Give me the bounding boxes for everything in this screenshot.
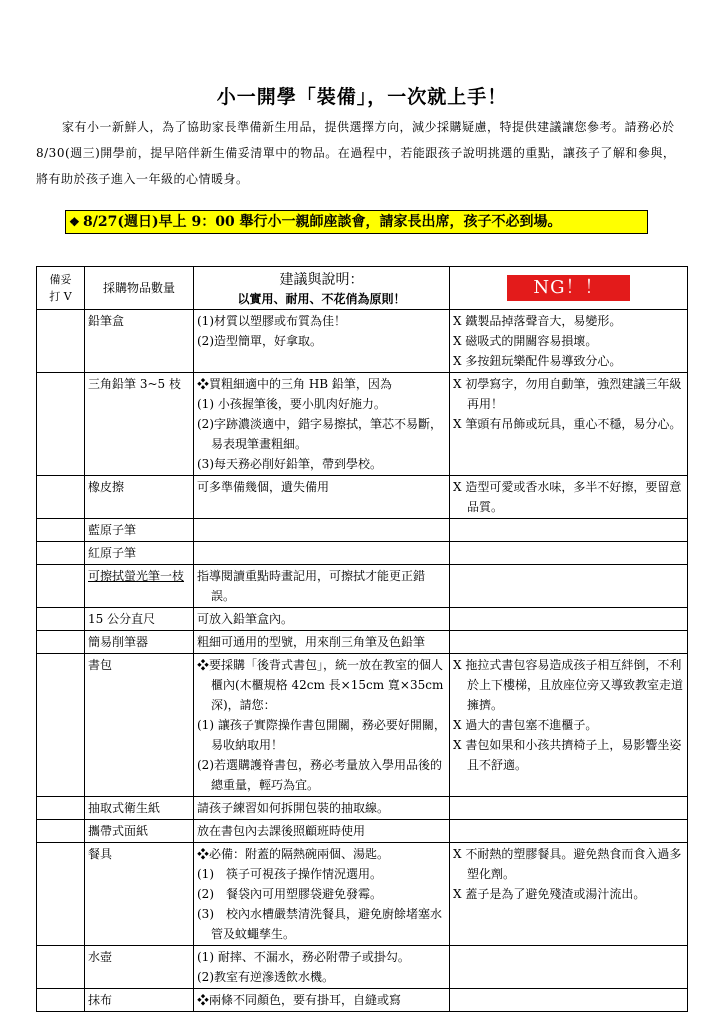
check-cell[interactable]	[37, 565, 85, 608]
item-cell	[85, 310, 194, 373]
header-advice-title: 建議與說明：	[279, 272, 364, 288]
advice-cell	[194, 565, 450, 608]
ng-line: X 拖拉式書包容易造成孩子相互絆倒，不利於上下樓梯，且放座位旁又導致教室走道擁擠。	[453, 658, 684, 712]
item-cell	[85, 542, 194, 565]
advice-line: 請孩子練習如何拆開包裝的抽取線。	[197, 801, 390, 815]
item-name: 鉛筆盒	[88, 314, 125, 328]
advice-cell	[194, 989, 450, 1012]
ng-cell	[450, 989, 688, 1012]
meeting-notice-text: 8/27(週日)早上 9：00 舉行小一親師座談會，請家長出席，孩子不必到場。	[83, 214, 562, 230]
item-name: 簡易削筆器	[88, 635, 149, 649]
item-name: 攜帶式面紙	[88, 824, 149, 838]
meeting-notice	[65, 210, 648, 234]
header-ng-column	[450, 267, 688, 310]
ng-label: NG！！	[507, 275, 629, 301]
table-row	[37, 310, 688, 373]
ng-cell	[450, 565, 688, 608]
item-cell	[85, 519, 194, 542]
item-name: 可擦拭螢光筆一枝	[88, 569, 185, 583]
table-row	[37, 631, 688, 654]
item-cell	[85, 565, 194, 608]
advice-line: 可放入鉛筆盒內。	[197, 612, 294, 626]
check-cell[interactable]	[37, 843, 85, 946]
ng-cell	[450, 608, 688, 631]
table-row	[37, 989, 688, 1012]
intro-paragraph: 家有小一新鮮人，為了協助家長準備新生用品，提供選擇方向，減少採購疑慮，特提供建議讓您參考。請務必於 8/30(週三)開學前，提早陪伴新生備妥清單中的物品。在過程中，若能跟孩子說明挑選的重點，讓孩子了解和參與，將有助於孩子進入一年級的心情暖身。	[36, 120, 676, 186]
advice-line: (2)教室有逆滲透飲水機。	[197, 970, 334, 984]
item-name: 水壺	[88, 950, 113, 964]
item-cell	[85, 654, 194, 797]
item-cell	[85, 797, 194, 820]
ng-cell	[450, 654, 688, 797]
item-cell	[85, 843, 194, 946]
advice-line: 可多準備幾個，遺失備用	[197, 480, 330, 494]
advice-cell	[194, 519, 450, 542]
advice-line: (2) 餐袋內可用塑膠袋避免發霉。	[197, 887, 382, 901]
ng-line: X 造型可愛或香水味，多半不好擦，要留意品質。	[453, 480, 682, 514]
item-name: 橡皮擦	[88, 480, 125, 494]
check-cell[interactable]	[37, 989, 85, 1012]
item-name: 三角鉛筆 3~5 枝	[88, 377, 181, 391]
item-cell	[85, 989, 194, 1012]
advice-line: ❖買粗細適中的三角 HB 鉛筆，因為	[197, 377, 392, 391]
ng-line: X 過大的書包塞不進櫃子。	[453, 718, 598, 732]
item-cell	[85, 373, 194, 476]
ng-cell	[450, 476, 688, 519]
advice-cell	[194, 608, 450, 631]
advice-line: ❖必備：附蓋的隔熱碗兩個、湯匙。	[197, 847, 390, 861]
table-row	[37, 542, 688, 565]
ng-cell	[450, 797, 688, 820]
advice-line: (3)每天務必削好鉛筆，帶到學校。	[197, 457, 382, 471]
check-cell[interactable]	[37, 654, 85, 797]
table-row	[37, 373, 688, 476]
table-row	[37, 820, 688, 843]
item-name: 15 公分直尺	[88, 612, 156, 626]
item-name: 書包	[88, 658, 113, 672]
item-name: 藍原子筆	[88, 523, 137, 537]
item-cell	[85, 631, 194, 654]
advice-line: 放在書包內去課後照顧班時使用	[197, 824, 366, 838]
ng-cell	[450, 843, 688, 946]
advice-line: (3) 校內水槽嚴禁清洗餐具，避免廚餘堵塞水管及蚊蠅孳生。	[197, 907, 442, 941]
advice-cell	[194, 631, 450, 654]
item-name: 餐具	[88, 847, 113, 861]
check-cell[interactable]	[37, 373, 85, 476]
ng-cell	[450, 373, 688, 476]
ng-line: X 鐵製品掉落聲音大，易變形。	[453, 314, 622, 328]
advice-cell	[194, 542, 450, 565]
advice-cell	[194, 820, 450, 843]
check-cell[interactable]	[37, 946, 85, 989]
ng-cell	[450, 519, 688, 542]
header-advice-subtitle: 以實用、耐用、不花俏為原則！	[237, 292, 406, 306]
advice-line: (2)造型簡單，好拿取。	[197, 334, 322, 348]
item-cell	[85, 820, 194, 843]
advice-line: (1) 耐摔、不漏水，務必附帶子或掛勾。	[197, 950, 410, 964]
check-cell[interactable]	[37, 310, 85, 373]
table-row	[37, 476, 688, 519]
ng-line: X 不耐熱的塑膠餐具。避免熱食而食入過多塑化劑。	[453, 847, 682, 881]
advice-line: (2)字跡濃淡適中，錯字易擦拭，筆芯不易斷，易表現筆畫粗細。	[197, 417, 442, 451]
advice-line: (2)若選購護脊書包，務必考量放入學用品後的總重量，輕巧為宜。	[197, 758, 442, 792]
header-advice-column	[194, 267, 450, 310]
advice-line: ❖要採購「後背式書包」，統一放在教室的個人櫃內(木櫃規格 42cm 長×15cm 寬×35cm 深)，請您：	[197, 658, 444, 712]
item-name: 紅原子筆	[88, 546, 137, 560]
diamond-icon: ❖	[69, 215, 80, 229]
table-row	[37, 843, 688, 946]
ng-cell	[450, 631, 688, 654]
ng-cell	[450, 542, 688, 565]
ng-line: X 多按鈕玩樂配件易導致分心。	[453, 354, 622, 368]
item-cell	[85, 608, 194, 631]
header-item-column: 採購物品數量	[85, 267, 194, 310]
item-cell	[85, 476, 194, 519]
ng-line: X 初學寫字，勿用自動筆，強烈建議三年級再用！	[453, 377, 682, 411]
item-name: 抽取式衛生紙	[88, 801, 161, 815]
advice-cell	[194, 373, 450, 476]
advice-line: (1)材質以塑膠或布質為佳！	[197, 314, 346, 328]
supply-table	[36, 266, 688, 1012]
check-cell[interactable]	[37, 608, 85, 631]
check-cell[interactable]	[37, 631, 85, 654]
advice-cell	[194, 797, 450, 820]
table-row	[37, 654, 688, 797]
check-cell[interactable]	[37, 542, 85, 565]
ng-line: X 磁吸式的開關容易損壞。	[453, 334, 598, 348]
ng-cell	[450, 820, 688, 843]
item-cell	[85, 946, 194, 989]
check-cell[interactable]	[37, 519, 85, 542]
item-name: 抹布	[88, 993, 113, 1007]
table-row	[37, 608, 688, 631]
advice-line: ❖兩條不同顏色，要有掛耳，自縫或寫	[197, 993, 402, 1007]
advice-cell	[194, 843, 450, 946]
advice-line: (1) 讓孩子實際操作書包開關，務必要好開關，易收納取用！	[197, 718, 446, 752]
advice-line: 指導閱讀重點時畫記用，可擦拭才能更正錯誤。	[197, 569, 426, 603]
advice-cell	[194, 310, 450, 373]
check-cell[interactable]	[37, 476, 85, 519]
ng-line: X 筆頭有吊飾或玩具，重心不穩，易分心。	[453, 417, 682, 431]
advice-line: (1) 筷子可視孩子操作情況選用。	[197, 867, 382, 881]
table-row	[37, 797, 688, 820]
advice-line: (1) 小孩握筆後，要小肌肉好施力。	[197, 397, 386, 411]
table-row	[37, 565, 688, 608]
table-header-row	[37, 267, 688, 310]
ng-cell	[450, 946, 688, 989]
ng-line: X 蓋子是為了避免殘渣或湯汁流出。	[453, 887, 646, 901]
advice-line: 粗細可通用的型號，用來削三角筆及色鉛筆	[197, 635, 426, 649]
advice-cell	[194, 476, 450, 519]
table-row	[37, 519, 688, 542]
header-check-column: 備妥 打 V	[37, 267, 85, 310]
advice-cell	[194, 654, 450, 797]
page-title: 小一開學「裝備」，一次就上手！	[216, 86, 508, 108]
ng-line: X 書包如果和小孩共擠椅子上，易影響坐姿且不舒適。	[453, 738, 682, 772]
ng-cell	[450, 310, 688, 373]
advice-cell	[194, 946, 450, 989]
table-row	[37, 946, 688, 989]
check-cell[interactable]	[37, 797, 85, 820]
check-cell[interactable]	[37, 820, 85, 843]
